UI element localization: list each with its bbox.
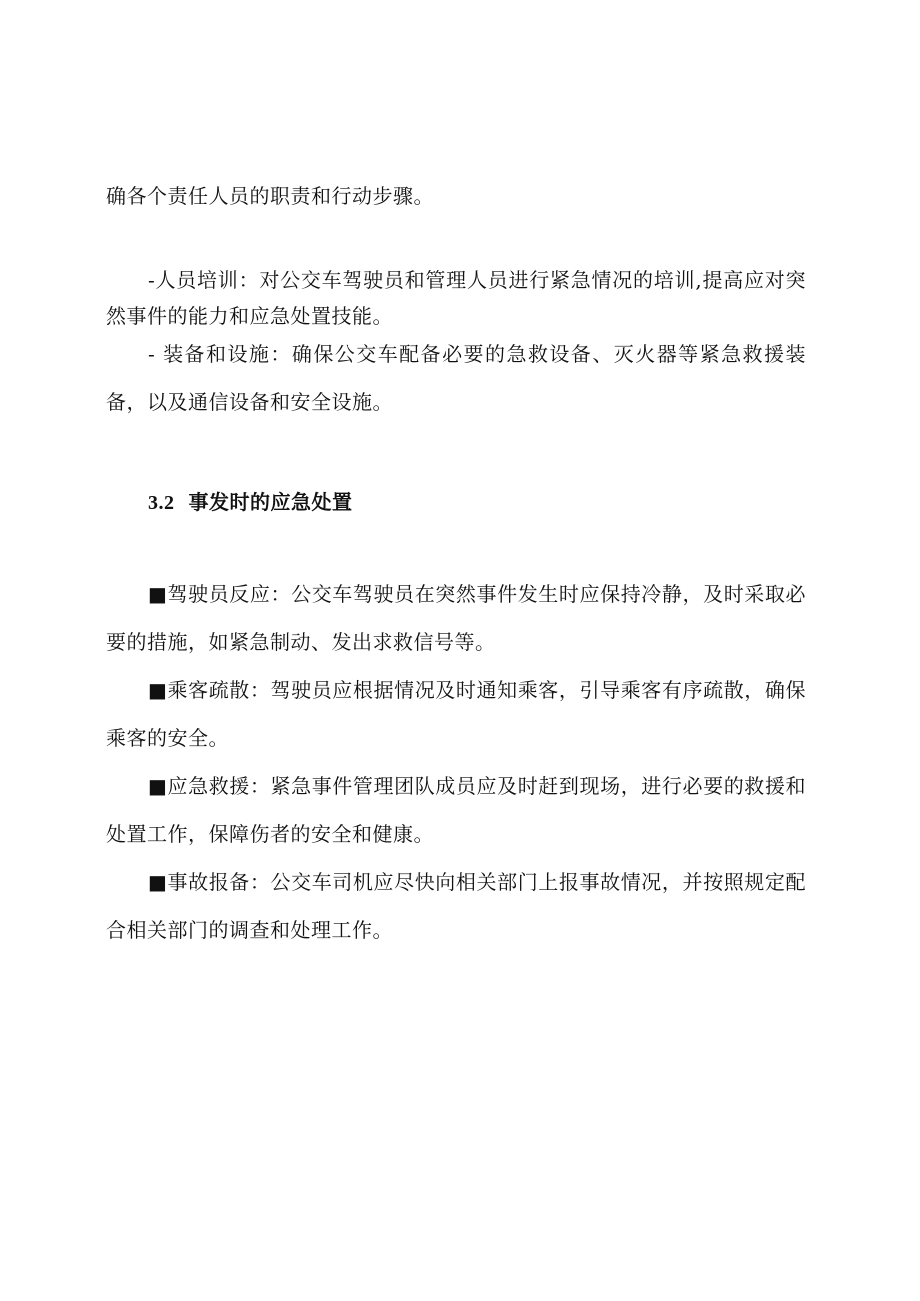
response-item-reporting: ■事故报备：公交车司机应尽快向相关部门上报事故情况，并按照规定配合相关部门的调查和处理工作。 <box>106 870 806 942</box>
preparation-item-equipment: - 装备和设施：确保公交车配备必要的急救设备、灭火器等紧急救援装备，以及通信设备和安全设施。 <box>106 342 806 414</box>
response-item-evacuation: ■乘客疏散：驾驶员应根据情况及时通知乘客，引导乘客有序疏散，确保乘客的安全。 <box>106 678 806 750</box>
section-number: 3.2 <box>148 492 175 514</box>
section-title: 事发时的应急处置 <box>188 492 353 514</box>
continuation-paragraph: 确各个责任人员的职责和行动步骤。 <box>106 184 434 208</box>
section-heading <box>148 486 353 515</box>
response-item-driver: ■驾驶员反应：公交车驾驶员在突然事件发生时应保持冷静，及时采取必要的措施，如紧急制动、发出求救信号等。 <box>106 582 806 654</box>
response-item-rescue: ■应急救援：紧急事件管理团队成员应及时赶到现场，进行必要的救援和处置工作，保障伤者的安全和健康。 <box>106 774 806 846</box>
preparation-item-training: -人员培训：对公交车驾驶员和管理人员进行紧急情况的培训,提高应对突然事件的能力和应急处置技能。 <box>106 268 806 328</box>
